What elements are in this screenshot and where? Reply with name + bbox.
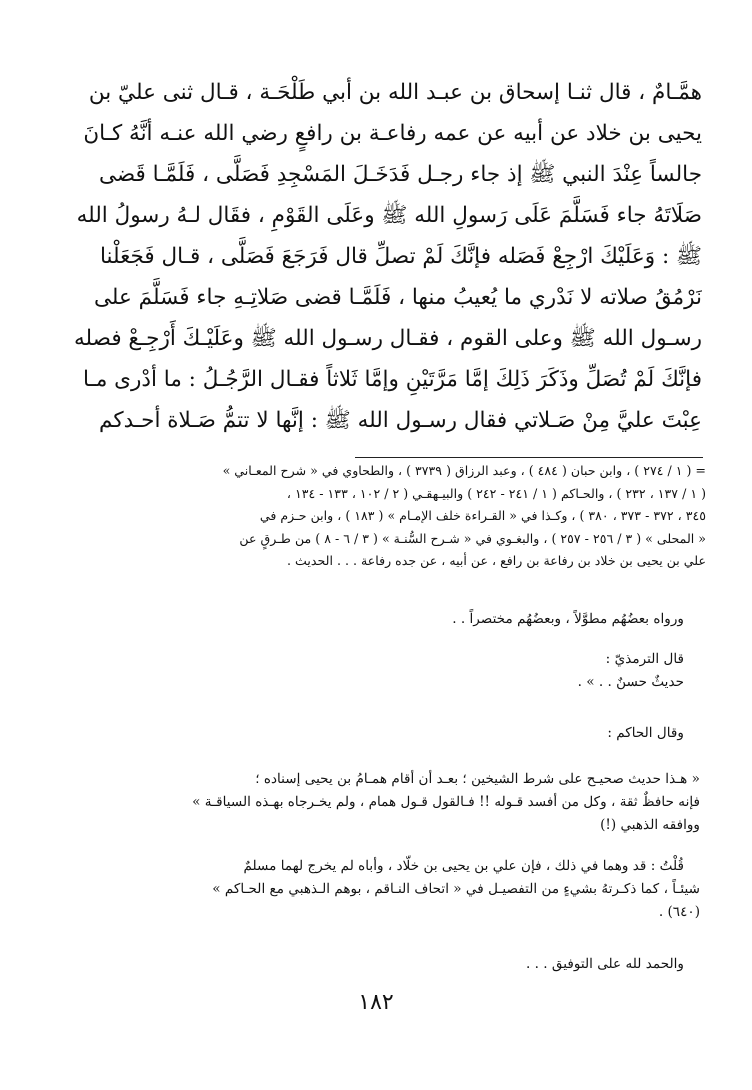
main-text (70, 72, 702, 441)
footnotes (78, 460, 706, 573)
tirmidhi-label: قال الترمذيّ : (605, 651, 684, 667)
footnote-line: ( ١ / ١٣٧ ، ٢٣٢ ) ، والحـاكم ( ١ / ٢٤١ - ٢٤٢ ) والبيـهقـي ( ٢ / ١٠٢ ، ١٣٣ - ١٣٤ ، (286, 485, 706, 501)
footnote-line: علي بن يحيى بن خلاد بن رفاعة بن رافع ، عن أبيه ، عن جده رفاعة . . . الحديث . (286, 553, 706, 568)
footnote-line: ٣٤٥ ، ٣٧٢ - ٣٧٣ ، ٣٨٠ ) ، وكـذا في « القـراءة خلف الإمـام » ( ١٨٣ ) ، وابن حـزم في (259, 508, 706, 523)
main-line: جالساً عِنْدَ النبي ﷺ إذ جاء رجـل فَدَخَـلَ المَسْجِدِ فَصَلَّى ، فَلَمَّـا قَضى (98, 162, 702, 187)
main-line: فإنَّكَ لَمْ تُصَلِّ وذَكَرَ ذَلِكَ إمَّا مَرَّتَيْنِ وإمَّا ثَلاثاً فقـال الرَّجُـلُ : ما أدْرى مـا (82, 367, 702, 392)
hakim-quote-line: ووافقه الذهبي (!) (600, 817, 700, 833)
footnote-divider (355, 457, 703, 458)
closing-line: والحمد لله على التوفيق . . . (526, 956, 684, 972)
main-line: عِبْتَ عليَّ مِنْ صَـلاتي فقال رسـول الله ﷺ : إنَّها لا تتمُّ صَـلاة أحـدكم (99, 408, 702, 433)
tirmidhi-quote (78, 648, 706, 694)
narration-line: ورواه بعضُهُم مطوَّلاً ، وبعضُهُم مختصراً . . (452, 611, 684, 627)
footnote-line: « المحلى » ( ٣ / ٢٥٦ - ٢٥٧ ) ، والبغـوي في « شـرح السُّنـة » ( ٣ / ٦ - ٨ ) من طـرقٍ عن (239, 530, 706, 546)
hakim-label: وقال الحاكم : (607, 725, 684, 741)
hakim-quote (78, 768, 706, 837)
tirmidhi-text: حديثٌ حسنٌ . . » . (577, 674, 684, 690)
main-line: نَرْمُقُ صلاته لا نَدْري ما يُعيبُ منها ، فَلَمَّـا قضى صَلاتِـهِ جاء فَسَلَّمَ على (93, 285, 702, 310)
main-line: همَّـامٌ ، قال ثنـا إسحاق بن عبـد الله بن أبي طَلْحَـة ، قـال ثنى عليّ بن (88, 80, 702, 105)
comment-line: (٦٤٠) . (658, 904, 700, 920)
narration-note (78, 608, 706, 631)
main-line: رسـول الله ﷺ وعلى القوم ، فقـال رسـول الله ﷺ وعَلَيْـكَ أَرْجِـعْ فصله (74, 326, 702, 351)
comment-line: قُلْتُ : قد وهما في ذلك ، فإن علي بن يحيى بن خلّاد ، وأباه لم يخرج لهما مسلمٌ (243, 858, 684, 874)
page-number: ١٨٢ (358, 990, 394, 1015)
hakim-quote-line: « هـذا حديث صحيـح على شرط الشيخين ؛ بعـد أن أقام همـامُ بن يحيى إسناده ؛ (255, 771, 700, 787)
hakim-label-block (78, 722, 706, 745)
hakim-quote-line: فإنه حافظٌ ثقة ، وكل من أفسد قـوله !! فـالقول قـول همام ، ولم يخـرجاه بهـذه السياقـة » (192, 794, 700, 810)
closing (78, 953, 706, 976)
main-line: ﷺ : وَعَلَيْكَ ارْجِعْ فَصَله فإنَّكَ لَمْ تصلِّ قال فَرَجَعَ فَصَلَّى ، قـال فَجَعَلْنا (99, 244, 702, 269)
main-line: يحيى بن خلاد عن أبيه عن عمه رفاعـة بن رافعٍ رضي الله عنـه أنَّهُ كـانَ (83, 121, 702, 146)
author-comment (78, 855, 706, 924)
footnote-line: = ( ١ / ٢٧٤ ) ، وابن حبان ( ٤٨٤ ) ، وعبد الرزاق ( ٣٧٣٩ ) ، والطحاوي في « شرح المعـاني » (222, 463, 706, 478)
main-line: صَلَاتَهُ جاء فَسَلَّمَ عَلَى رَسولِ الله ﷺ وعَلَى القَوْمِ ، فقَال لـهُ رسولُ الله (76, 203, 702, 228)
comment-line: شيئـاً ، كما ذكـرتهُ بشيءٍ من التفصيـل في « اتحاف النـاقم ، بوهم الـذهبي مع الحـاكم » (212, 881, 700, 897)
